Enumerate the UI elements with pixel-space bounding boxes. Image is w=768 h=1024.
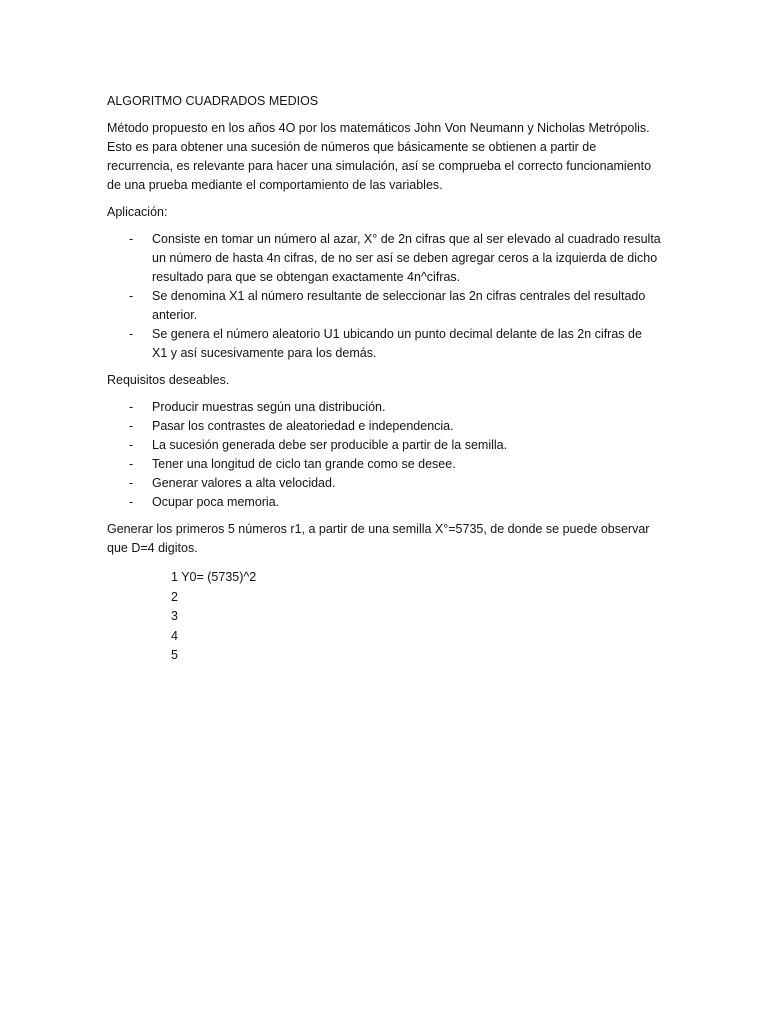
list-dash: - xyxy=(129,457,134,471)
intro-line: Esto es para obtener una sucesión de números que básicamente se obtienen a partir de xyxy=(107,140,597,154)
list-item-text: Pasar los contrastes de aleatoriedad e independencia. xyxy=(152,419,454,433)
list-item-text: Ocupar poca memoria. xyxy=(152,495,280,509)
list-item-text: Generar valores a alta velocidad. xyxy=(152,476,336,490)
list-item xyxy=(107,417,667,436)
list-item xyxy=(107,325,667,363)
list-dash: - xyxy=(129,327,134,341)
intro-line: recurrencia, es relevante para hacer una simulación, así se comprueba el correcto funcionamiento xyxy=(107,159,652,173)
list-dash: - xyxy=(129,438,134,452)
list-item xyxy=(107,436,667,455)
requisitos-heading: Requisitos deseables. xyxy=(107,373,230,387)
generar-line: que D=4 digitos. xyxy=(107,541,198,555)
document-title: ALGORITMO CUADRADOS MEDIOS xyxy=(107,94,319,108)
intro-line: de una prueba mediante el comportamiento de las variables. xyxy=(107,178,443,192)
list-item-line: anterior. xyxy=(152,308,198,322)
numbered-line: 3 xyxy=(171,609,178,623)
document-page xyxy=(107,92,667,666)
generar-paragraph xyxy=(107,520,667,558)
list-item xyxy=(107,287,667,325)
generar-line: Generar los primeros 5 números r1, a partir de una semilla X°=5735, de donde se puede observar xyxy=(107,522,650,536)
list-item-line: Se denomina X1 al número resultante de seleccionar las 2n cifras centrales del resultado xyxy=(152,289,646,303)
requisitos-list xyxy=(107,398,667,512)
list-item-text: La sucesión generada debe ser producible a partir de la semilla. xyxy=(152,438,508,452)
list-item xyxy=(107,398,667,417)
list-item xyxy=(107,230,667,287)
numbered-line: 5 xyxy=(171,648,178,662)
intro-line: Método propuesto en los años 4O por los matemáticos John Von Neumann y Nicholas Metrópolis. xyxy=(107,121,650,135)
numbered-line: 2 xyxy=(171,589,178,604)
numbered-list xyxy=(107,568,667,666)
list-item-text: Producir muestras según una distribución. xyxy=(152,400,386,414)
list-item xyxy=(107,455,667,474)
list-dash: - xyxy=(129,476,134,490)
list-dash: - xyxy=(129,232,134,246)
numbered-line: 1 Y0= (5735)^2 xyxy=(171,570,257,584)
list-item xyxy=(107,493,667,512)
list-item-text: Tener una longitud de ciclo tan grande como se desee. xyxy=(152,457,456,471)
intro-paragraph xyxy=(107,119,667,195)
list-item-line: un número de hasta 4n cifras, de no ser así se deben agregar ceros a la izquierda de dicho xyxy=(152,251,658,265)
list-dash: - xyxy=(129,289,134,303)
aplicacion-heading: Aplicación: xyxy=(107,205,168,219)
list-item xyxy=(107,474,667,493)
list-item-line: resultado para que se obtengan exactamente 4n^cifras. xyxy=(152,270,461,284)
list-item-line: Consiste en tomar un número al azar, X° de 2n cifras que al ser elevado al cuadrado resulta xyxy=(152,232,661,246)
aplicacion-list xyxy=(107,230,667,363)
list-dash: - xyxy=(129,400,134,414)
list-item-line: X1 y así sucesivamente para los demás. xyxy=(152,346,377,360)
numbered-line: 4 xyxy=(171,628,178,643)
list-item-line: Se genera el número aleatorio U1 ubicando un punto decimal delante de las 2n cifras de xyxy=(152,327,642,341)
list-dash: - xyxy=(129,495,134,509)
list-dash: - xyxy=(129,419,134,433)
